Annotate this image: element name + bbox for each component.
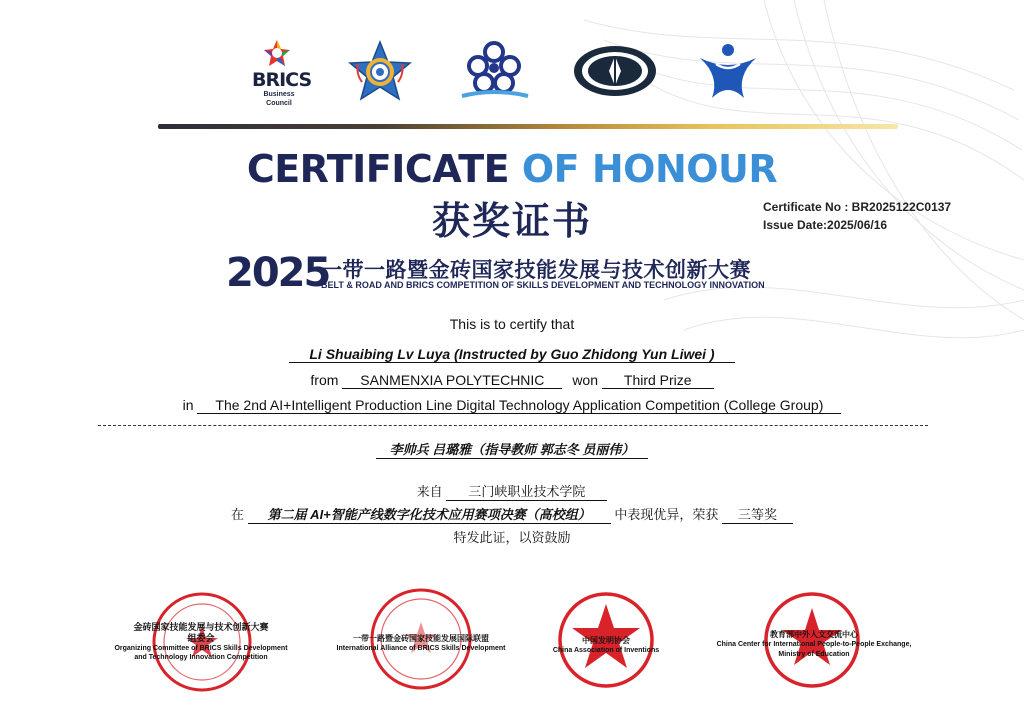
event-name: The 2nd AI+Intelligent Production Line Digital Technology Application Competition (College Group) (197, 397, 841, 414)
seal-3-cn: 中国发明协会 (582, 636, 630, 645)
recipient-names-cn-row (0, 441, 1024, 459)
event-row (0, 397, 1024, 414)
seal-label-inventions (544, 636, 668, 656)
certificate-title (0, 147, 1024, 191)
brics-business-council-logo (252, 69, 312, 108)
title-part2: OF HONOUR (521, 147, 778, 191)
seal-2-en: International Alliance of BRICS Skills Development (336, 645, 506, 652)
event-name-cn: 第二届 AI+智能产线数字化技术应用赛项决赛（高校组） (248, 507, 611, 524)
from-label: from (310, 372, 339, 388)
institution-cn-row (0, 481, 1024, 501)
title-part1: CERTIFICATE (246, 147, 510, 191)
seal-1-cn: 金砖国家技能发展与技术创新大赛 (133, 622, 269, 632)
certify-intro: This is to certify that (449, 316, 575, 332)
seal-1-en2: and Technology Innovation Competition (134, 654, 268, 661)
issue-date: Issue Date:2025/06/16 (763, 218, 888, 232)
result-label-cn: 中表现优异，荣获 (614, 507, 719, 522)
header-divider (158, 124, 898, 129)
seal-label-organizing-committee (108, 622, 294, 662)
in-label: in (182, 397, 194, 413)
seal-4-en2: Ministry of Education (778, 651, 850, 658)
in-label-cn: 在 (230, 507, 244, 522)
recipient-names: Li Shuaibing Lv Luya (Instructed by Guo Zhidong Yun Liwei ) (289, 346, 734, 363)
institution-row (0, 372, 1024, 389)
institution-name: SANMENXIA POLYTECHNIC (342, 372, 562, 389)
certificate-meta (763, 198, 951, 234)
event-cn-row (0, 504, 1024, 524)
won-label: won (572, 372, 598, 388)
institution-name-cn: 三门峡职业技术学院 (446, 484, 607, 501)
seal-1-cn2: 组委会 (187, 633, 215, 643)
competition-name-en: BELT & ROAD AND BRICS COMPETITION OF SKILLS DEVELOPMENT AND TECHNOLOGY INNOVATION (321, 280, 765, 290)
certificate-number: Certificate No : BR2025122C0137 (763, 200, 952, 214)
prize-name: Third Prize (602, 372, 714, 389)
recipient-names-cn: 李帅兵 吕璐雅（指导教师 郭志冬 员丽伟） (376, 442, 649, 459)
closing-cn: 特发此证，以资鼓励 (453, 530, 571, 545)
section-divider (98, 425, 928, 426)
organizing-committee-emblem-icon (348, 40, 412, 102)
seal-2-cn: 一带一路暨金砖国家技能发展国际联盟 (353, 634, 489, 643)
people-exchange-emblem-icon (696, 42, 760, 100)
seal-label-people-exchange (708, 630, 920, 660)
competition-name-cn: 一带一路暨金砖国家技能发展与技术创新大赛 (321, 258, 751, 282)
brics-star-icon (262, 38, 292, 68)
from-label-cn: 来自 (416, 484, 443, 499)
seal-4-en: China Center for International People-to-People Exchange, (716, 641, 912, 648)
brics-logo-text: BRICS (252, 69, 312, 91)
alliance-emblem-icon (458, 38, 530, 102)
brics-logo-subtext: Business Council (263, 91, 295, 107)
seal-4-cn: 教育部中外人文交流中心 (770, 630, 858, 639)
seal-3-en: China Association of Inventions (552, 647, 660, 654)
prize-name-cn: 三等奖 (722, 507, 793, 524)
seal-1-en: Organizing Committee of BRICS Skills Development (114, 645, 288, 652)
inventors-association-emblem-icon (572, 44, 658, 98)
recipient-names-row (0, 346, 1024, 363)
competition-year: 2025 (226, 250, 330, 296)
seal-label-alliance (332, 634, 510, 654)
certificate-title-cn: 获奖证书 (431, 198, 592, 243)
